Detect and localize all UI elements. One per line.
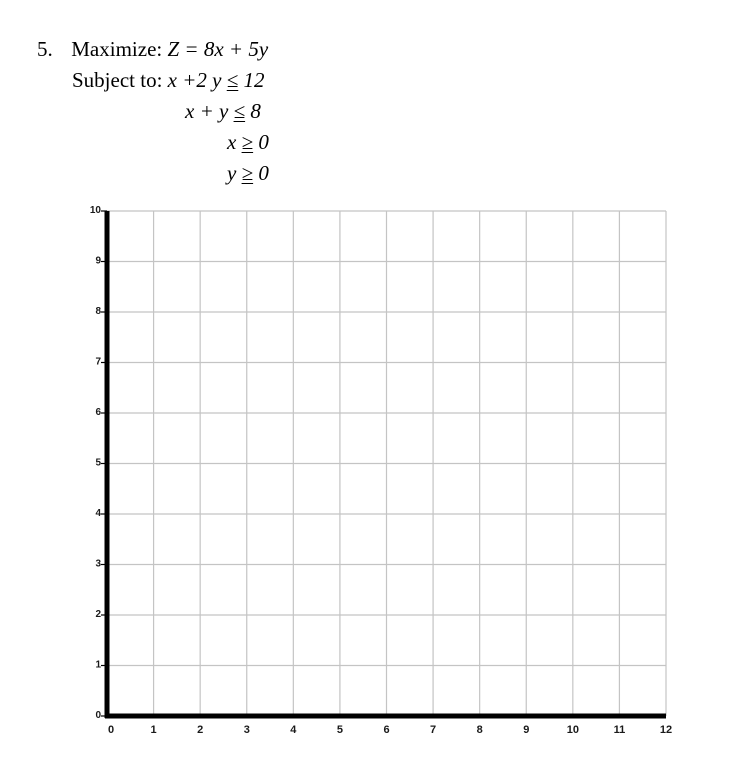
- problem-number: 5.: [37, 37, 53, 61]
- constraint-lhs: x +2 y: [167, 68, 222, 92]
- y-tick-label: 10: [89, 205, 101, 216]
- constraint-lhs: y: [227, 161, 237, 185]
- constraint-lhs: x + y: [185, 99, 229, 123]
- axes: [101, 211, 666, 718]
- y-tick-label: 2: [95, 609, 101, 620]
- x-tick-label: 12: [659, 724, 673, 736]
- constraint-rhs: 0: [258, 161, 269, 185]
- x-tick-label: 6: [383, 724, 390, 736]
- constraint-operator: ≥: [241, 161, 254, 185]
- objective-expression: Z = 8x + 5y: [167, 37, 269, 61]
- y-tick-label: 8: [95, 306, 101, 317]
- y-tick-label: 5: [95, 457, 101, 469]
- tick-labels: [90, 205, 672, 736]
- y-tick-label: 9: [95, 255, 101, 267]
- constraint-operator: ≥: [241, 130, 254, 154]
- x-tick-label: 10: [566, 724, 579, 736]
- y-tick-label: 0: [95, 710, 101, 721]
- x-tick-label: 1: [150, 724, 157, 736]
- y-tick-label: 7: [95, 356, 101, 368]
- x-tick-label: 2: [197, 724, 204, 736]
- x-tick-label: 4: [290, 724, 297, 736]
- x-tick-label: 9: [523, 724, 530, 736]
- x-tick-label: 3: [243, 724, 250, 736]
- constraints-label: Subject to:: [72, 68, 163, 92]
- constraint-operator: ≤: [233, 99, 246, 123]
- constraint-rhs: 8: [250, 99, 261, 123]
- constraint-operator: ≤: [226, 68, 239, 92]
- constraint-lhs: x: [227, 130, 237, 154]
- x-tick-label: 5: [336, 724, 343, 736]
- constraint-rhs: 0: [258, 130, 269, 154]
- y-tick-label: 1: [95, 659, 101, 671]
- x-tick-label: 11: [613, 724, 626, 736]
- x-tick-label: 0: [107, 724, 115, 736]
- x-tick-label: 8: [476, 724, 483, 736]
- y-tick-label: 4: [95, 508, 101, 519]
- grid-lines: [107, 211, 666, 716]
- y-tick-label: 3: [95, 558, 101, 570]
- constraint-rhs: 12: [243, 68, 265, 92]
- x-tick-label: 7: [430, 724, 437, 736]
- y-tick-label: 6: [95, 407, 101, 418]
- objective-label: Maximize:: [71, 37, 163, 61]
